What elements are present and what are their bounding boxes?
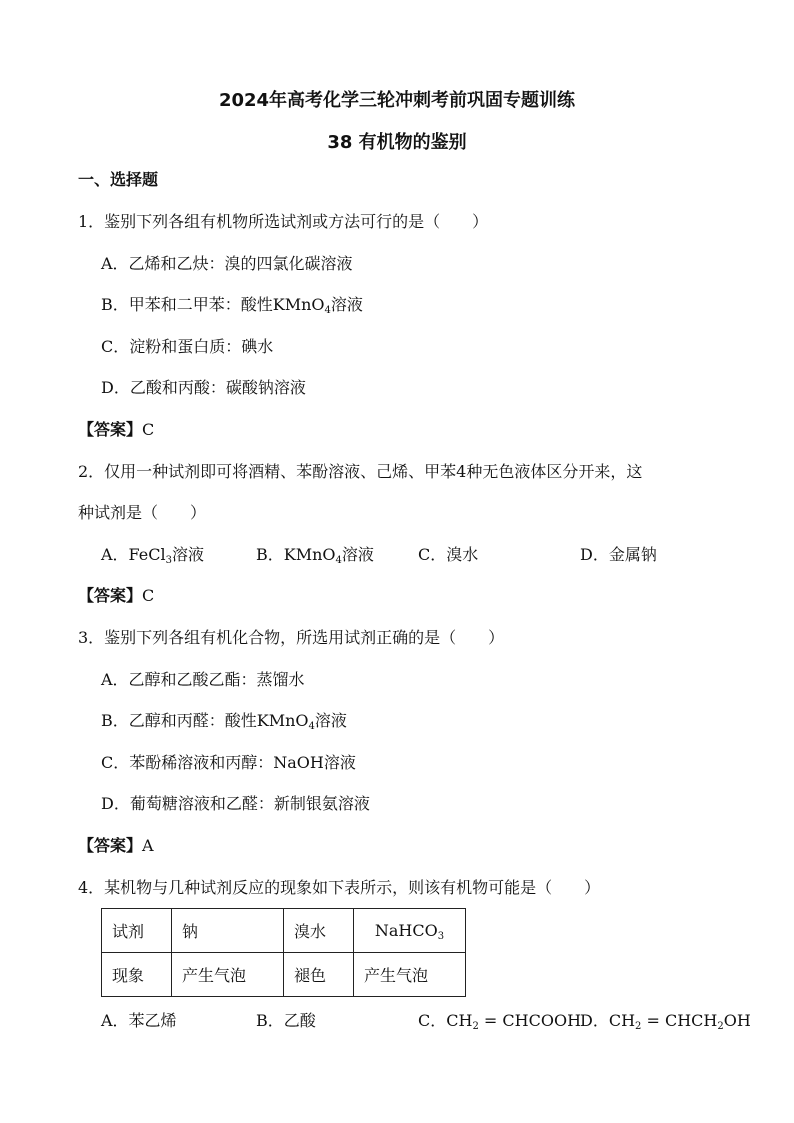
q2-stem-line2: 种试剂是（ ）: [78, 503, 207, 522]
table-cell: 钠: [172, 909, 284, 953]
table-cell: 产生气泡: [354, 953, 466, 997]
table-cell: 现象: [102, 953, 172, 997]
q2-option-d: D．金属钠: [580, 545, 657, 564]
q4-stem: 4．某机物与几种试剂反应的现象如下表所示，则该有机物可能是（ ）: [78, 878, 601, 897]
table-cell: NaHCO$_3$: [354, 909, 466, 953]
q3-answer: 【答案】A: [78, 836, 154, 855]
q2-stem-line1: 2．仅用一种试剂即可将酒精、苯酚溶液、己烯、甲苯4种无色液体区分开来，这: [78, 462, 643, 481]
q4-option-b: B．乙酸: [256, 1011, 316, 1030]
q2-answer: 【答案】C: [78, 586, 155, 605]
table-row: [102, 909, 466, 953]
q4-option-c: C．$CH_2$ = CHCOOH: [418, 1011, 582, 1032]
q3-stem: 3．鉴别下列各组有机化合物，所选用试剂正确的是（ ）: [78, 628, 505, 647]
document-subtitle: 38 有机物的鉴别: [327, 132, 467, 153]
q3-option-a: A．乙醇和乙酸乙酯：蒸馏水: [101, 670, 305, 689]
q4-option-d: D．$CH_2$ = $CHCH_2OH$: [580, 1011, 751, 1032]
q2-option-b: B．KMnO$_4$溶液: [256, 545, 374, 566]
q4-reagent-table: [101, 908, 466, 997]
table-cell: 试剂: [102, 909, 172, 953]
q2-option-a: A．FeCl$_3$溶液: [101, 545, 205, 566]
q1-option-b: B．甲苯和二甲苯：酸性KMnO$_4$溶液: [101, 295, 363, 316]
q1-answer: 【答案】C: [78, 420, 155, 439]
q1-option-a: A．乙烯和乙炔：溴的四氯化碳溶液: [101, 254, 353, 273]
q1-option-c: C．淀粉和蛋白质：碘水: [101, 337, 274, 356]
q1-stem: 1．鉴别下列各组有机物所选试剂或方法可行的是（ ）: [78, 212, 489, 231]
q4-option-a: A．苯乙烯: [101, 1011, 177, 1030]
q3-option-b: B．乙醇和丙醛：酸性KMnO$_4$溶液: [101, 711, 347, 732]
table-cell: 产生气泡: [172, 953, 284, 997]
section-heading: 一、选择题: [78, 170, 159, 189]
table-row: [102, 953, 466, 997]
q1-option-d: D．乙酸和丙酸：碳酸钠溶液: [101, 378, 306, 397]
q2-option-c: C．溴水: [418, 545, 479, 564]
q3-option-d: D．葡萄糖溶液和乙醛：新制银氨溶液: [101, 794, 370, 813]
q3-option-c: C．苯酚稀溶液和丙醇：NaOH溶液: [101, 753, 356, 772]
table-cell: 溴水: [284, 909, 354, 953]
table-cell: 褪色: [284, 953, 354, 997]
document-title: 2024年高考化学三轮冲刺考前巩固专题训练: [218, 90, 576, 111]
